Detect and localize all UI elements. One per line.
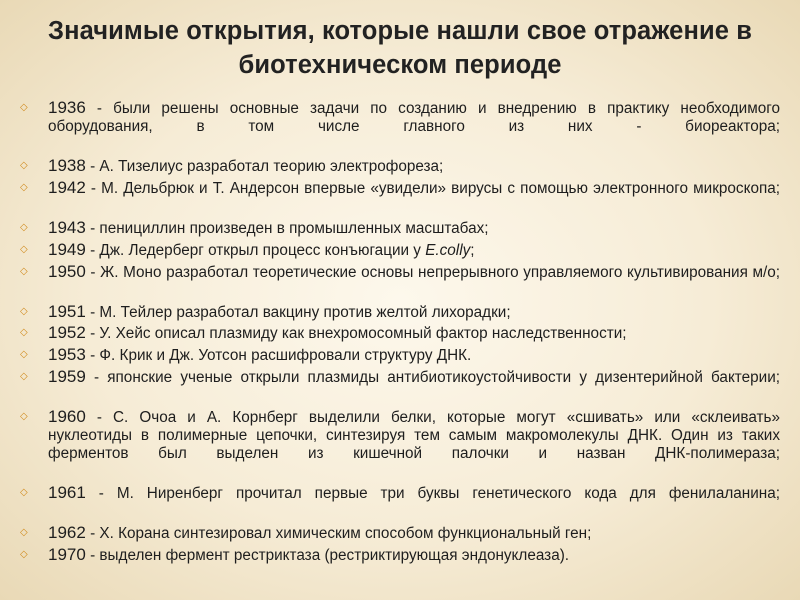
diamond-bullet-icon: ◇ (20, 265, 28, 277)
diamond-bullet-icon: ◇ (20, 549, 28, 561)
list-item: ◇ 1970 - выделен фермент рестриктаза (рестриктирующая эндонуклеаза). (20, 545, 570, 565)
list-item: ◇ 1959 - японские ученые открыли плазмиды антибиотикоустойчивости у дизентерийной бактерии; (20, 366, 780, 386)
list-item: ◇ 1936 - были решены основные задачи по созданию и внедрению в практику необходимого оборудования, в том числе главного из них - биореактора; (20, 98, 780, 136)
list-item: ◇ 1938 - А. Тизелиус разработал теорию электрофореза; (20, 156, 444, 176)
list-item: ◇ 1961 - М. Ниренберг прочитал первые три буквы генетического кода для фенилаланина; (20, 483, 780, 503)
list-item: ◇ 1953 - Ф. Крик и Дж. Уотсон расшифровали структуру ДНК. (20, 345, 472, 365)
discoveries-list (20, 99, 780, 568)
list-item: ◇ 1951 - М. Тейлер разработал вакцину против желтой лихорадки; (20, 301, 511, 321)
list-item: ◇ 1942 - М. Дельбрюк и Т. Андерсон впервые «увидели» вирусы с помощью электронного микроскопа; (20, 178, 780, 197)
diamond-bullet-icon: ◇ (20, 327, 28, 339)
list-item: ◇ 1950 - Ж. Моно разработал теоретические основы непрерывного управляемого культивирования м/о; (20, 261, 780, 281)
list-item: ◇ 1952 - У. Хейс описал плазмиду как внехромосомный фактор наследственности; (20, 323, 627, 343)
diamond-bullet-icon: ◇ (20, 102, 28, 113)
list-item: ◇ 1943 - пенициллин произведен в промышленных масштабах; (20, 218, 489, 237)
diamond-bullet-icon: ◇ (20, 349, 28, 361)
diamond-bullet-icon: ◇ (20, 487, 28, 499)
list-item: ◇ 1949 - Дж. Ледерберг открыл процесс конъюгации у E.colly; (20, 239, 475, 259)
diamond-bullet-icon: ◇ (20, 243, 28, 255)
diamond-bullet-icon: ◇ (20, 160, 28, 172)
diamond-bullet-icon: ◇ (20, 305, 28, 317)
list-item: ◇ 1960 - С. Очоа и А. Корнберг выделили белки, которые могут «сшивать» или «склеивать» нуклеотиды в полимерные цепочки, синтезируя тем самым макромолекулы ДНК. Один из таких ферментов был выделен из кишечной палочки и назван ДНК-полимераза; (20, 406, 780, 463)
slide-title: Значимые открытия, которые нашли свое отражение в биотехническом периоде (48, 17, 752, 79)
diamond-bullet-icon: ◇ (20, 410, 28, 422)
diamond-bullet-icon: ◇ (20, 222, 28, 233)
list-item: ◇ 1962 - Х. Корана синтезировал химическим способом функциональный ген; (20, 523, 592, 543)
diamond-bullet-icon: ◇ (20, 370, 28, 382)
diamond-bullet-icon: ◇ (20, 182, 28, 193)
diamond-bullet-icon: ◇ (20, 527, 28, 539)
